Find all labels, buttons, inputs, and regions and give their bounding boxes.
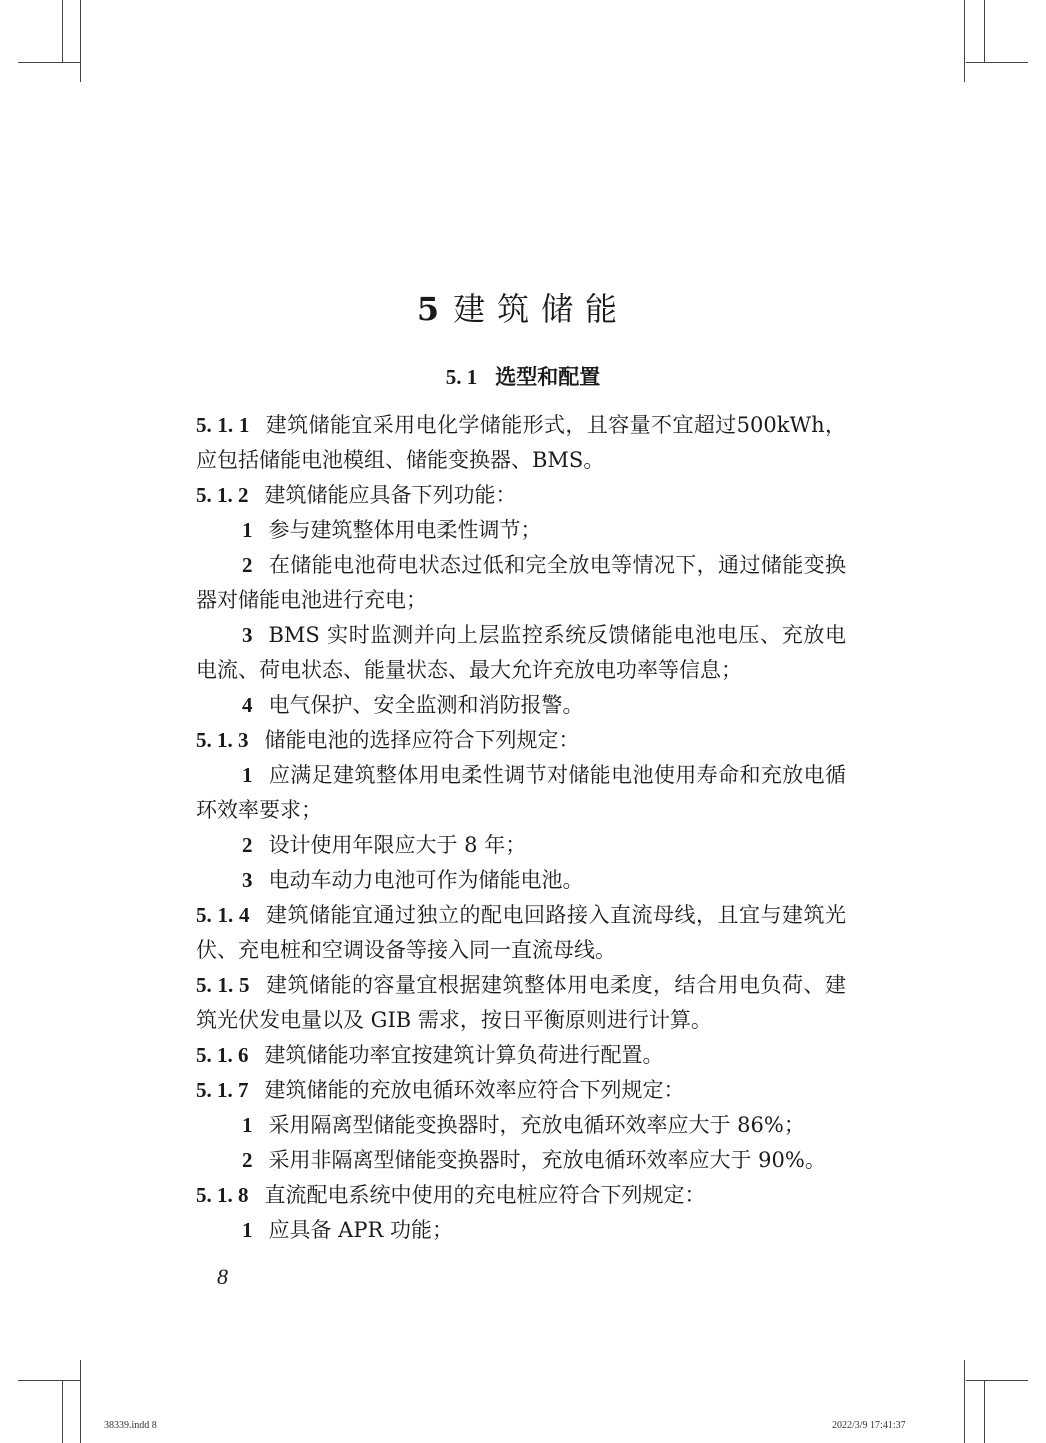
list-item (196, 1213, 846, 1248)
clause-number: 5. 1. 3 (196, 728, 249, 752)
item-number: 2 (242, 833, 253, 857)
paragraph-text: 储能电池的选择应符合下列规定： (264, 728, 580, 752)
paragraph-text: 建筑储能的充放电循环效率应符合下列规定： (264, 1078, 685, 1102)
clause (196, 1178, 846, 1213)
clause-number: 5. 1. 7 (196, 1078, 249, 1102)
crop-mark (18, 1380, 80, 1381)
clause (196, 408, 846, 478)
crop-mark (62, 1380, 63, 1443)
paragraph-text: BMS 实时监测并向上层监控系统反馈储能电池电压、充放电电流、荷电状态、能量状态、最大允许充放电功率等信息； (196, 623, 846, 682)
clause-number: 5. 1. 4 (196, 903, 250, 927)
section-number: 5. 1 (445, 365, 478, 389)
section-title (0, 361, 1046, 391)
page-number: 8 (217, 1264, 228, 1289)
item-number: 2 (242, 553, 253, 577)
clause (196, 478, 846, 513)
chapter-title (0, 284, 1046, 330)
list-item (196, 618, 846, 688)
crop-mark (80, 1360, 81, 1443)
paragraph-text: 在储能电池荷电状态过低和完全放电等情况下，通过储能变换器对储能电池进行充电； (196, 553, 846, 612)
paragraph-text: 设计使用年限应大于 8 年； (268, 833, 527, 857)
chapter-title-text: 建筑储能 (453, 290, 630, 328)
clause (196, 1038, 846, 1073)
clause-number: 5. 1. 1 (196, 413, 250, 437)
list-item (196, 1143, 846, 1178)
paragraph-text: 应满足建筑整体用电柔性调节对储能电池使用寿命和充放电循环效率要求； (196, 763, 846, 822)
clause-number: 5. 1. 5 (196, 973, 250, 997)
crop-mark (966, 1380, 1028, 1381)
item-number: 1 (242, 1218, 253, 1242)
crop-mark (964, 0, 965, 82)
item-number: 3 (242, 623, 253, 647)
paragraph-text: 采用隔离型储能变换器时，充放电循环效率应大于 86%； (268, 1113, 805, 1137)
slug-timestamp: 2022/3/9 17:41:37 (832, 1420, 906, 1431)
clause (196, 1073, 846, 1108)
paragraph-text: 建筑储能的容量宜根据建筑整体用电柔度，结合用电负荷、建筑光伏发电量以及 GIB 需求，按日平衡原则进行计算。 (196, 973, 846, 1032)
slug-file: 38339.indd 8 (104, 1420, 157, 1431)
list-item (196, 548, 846, 618)
item-number: 3 (242, 868, 253, 892)
crop-mark (984, 0, 985, 62)
paragraph-text: 电气保护、安全监测和消防报警。 (268, 693, 584, 717)
clause (196, 898, 846, 968)
crop-mark (964, 1360, 965, 1443)
list-item (196, 688, 846, 723)
paragraph-text: 应具备 APR 功能； (268, 1218, 453, 1242)
crop-mark (62, 0, 63, 62)
list-item (196, 828, 846, 863)
section-title-text: 选型和配置 (495, 365, 601, 389)
paragraph-text: 采用非隔离型储能变换器时，充放电循环效率应大于 90%。 (268, 1148, 826, 1172)
item-number: 1 (242, 518, 253, 542)
list-item (196, 863, 846, 898)
paragraph-text: 参与建筑整体用电柔性调节； (268, 518, 542, 542)
crop-mark (984, 1380, 985, 1443)
paragraph-text: 建筑储能应具备下列功能： (264, 483, 517, 507)
crop-mark (966, 62, 1028, 63)
document-body (196, 408, 846, 1248)
clause-number: 5. 1. 8 (196, 1183, 249, 1207)
crop-mark (80, 0, 81, 82)
paragraph-text: 直流配电系统中使用的充电桩应符合下列规定： (264, 1183, 706, 1207)
crop-mark (18, 62, 80, 63)
paragraph-text: 建筑储能宜通过独立的配电回路接入直流母线，且宜与建筑光伏、充电桩和空调设备等接入同一直流母线。 (196, 903, 846, 962)
paragraph-text: 建筑储能宜采用电化学储能形式，且容量不宜超过500kWh，应包括储能电池模组、储能变换器、BMS。 (196, 413, 847, 472)
item-number: 1 (242, 1113, 253, 1137)
item-number: 2 (242, 1148, 253, 1172)
clause (196, 968, 846, 1038)
list-item (196, 513, 846, 548)
paragraph-text: 电动车动力电池可作为储能电池。 (268, 868, 584, 892)
list-item (196, 1108, 846, 1143)
clause (196, 723, 846, 758)
item-number: 1 (242, 763, 253, 787)
chapter-number: 5 (416, 290, 440, 328)
item-number: 4 (242, 693, 253, 717)
paragraph-text: 建筑储能功率宜按建筑计算负荷进行配置。 (264, 1043, 664, 1067)
clause-number: 5. 1. 6 (196, 1043, 249, 1067)
clause-number: 5. 1. 2 (196, 483, 249, 507)
list-item (196, 758, 846, 828)
